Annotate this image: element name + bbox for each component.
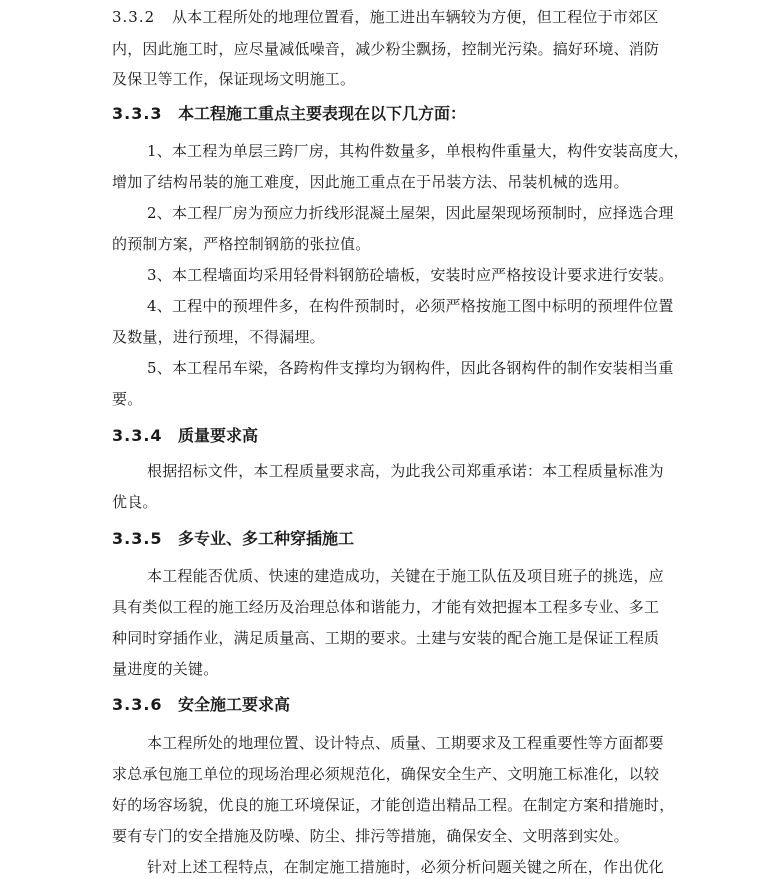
section-heading [112,528,354,550]
paragraph-line: 内，因此施工时，应尽量减低噪音，减少粉尘飘扬，控制光污染。搞好环境、消防 [112,40,660,58]
section-number: 3.3.5 [112,529,163,548]
paragraph-line: 本工程所处的地理位置、设计特点、质量、工期要求及工程重要性等方面都要 [147,734,664,752]
paragraph-line: 具有类似工程的施工经历及治理总体和谐能力，才能有效把握本工程多专业、多工 [112,598,660,616]
list-item-line: 增加了结构吊装的施工难度，因此施工重点在于吊装方法、吊装机械的选用。 [112,173,629,191]
paragraph-line: 要有专门的安全措施及防噪、防尘、排污等措施，确保安全、文明落到实处。 [112,827,629,845]
list-item-line: 2、本工程厂房为预应力折线形混凝土屋架，因此屋架现场预制时，应择选合理 [147,204,674,222]
section-number: 3.3.4 [112,426,163,445]
paragraph-line: 种同时穿插作业，满足质量高、工期的要求。土建与安装的配合施工是保证工程质 [112,629,660,647]
paragraph-line: 根据招标文件，本工程质量要求高，为此我公司郑重承诺：本工程质量标准为 [147,462,664,480]
section-title: 多专业、多工种穿插施工 [178,529,355,548]
section-number: 3.3.3 [112,104,163,123]
section-number: 3.3.2 [112,8,156,26]
section-heading [112,425,258,447]
paragraph-line: 针对上述工程特点，在制定施工措施时，必须分析问题关键之所在，作出优化 [147,858,664,876]
paragraph-line: 优良。 [112,493,158,511]
paragraph-line: 本工程能否优质、快速的建造成功，关键在于施工队伍及项目班子的挑选，应 [147,567,664,585]
list-item-line: 要。 [112,390,143,408]
section-title: 本工程施工重点主要表现在以下几方面： [178,104,467,123]
list-item-line: 的预制方案，严格控制钢筋的张拉值。 [112,235,371,253]
section-title: 质量要求高 [178,426,259,445]
list-item-line: 3、本工程墙面均采用轻骨料钢筋砼墙板，安装时应严格按设计要求进行安装。 [147,266,674,284]
paragraph-line: 量进度的关键。 [112,660,219,678]
section-heading [112,103,466,125]
list-item-line: 4、工程中的预埋件多，在构件预制时，必须严格按施工图中标明的预埋件位置 [147,297,674,315]
paragraph-line: 好的场容场貌，优良的施工环境保证，才能创造出精品工程。在制定方案和措施时， [112,796,675,814]
paragraph-line: 从本工程所处的地理位置看，施工进出车辆较为方便，但工程位于市郊区 [172,8,659,26]
list-item-line: 5、本工程吊车梁，各跨构件支撑均为钢构件，因此各钢构件的制作安装相当重 [147,359,674,377]
section-number: 3.3.6 [112,695,163,714]
list-item-line: 及数量，进行预埋，不得漏埋。 [112,328,325,346]
paragraph-line: 求总承包施工单位的现场治理必须规范化，确保安全生产、文明施工标准化，以较 [112,765,660,783]
paragraph-line: 及保卫等工作，保证现场文明施工。 [112,70,356,88]
section-heading [112,694,290,716]
list-item-line: 1、本工程为单层三跨厂房，其构件数量多，单根构件重量大，构件安装高度大， [147,142,689,160]
section-title: 安全施工要求高 [178,695,291,714]
